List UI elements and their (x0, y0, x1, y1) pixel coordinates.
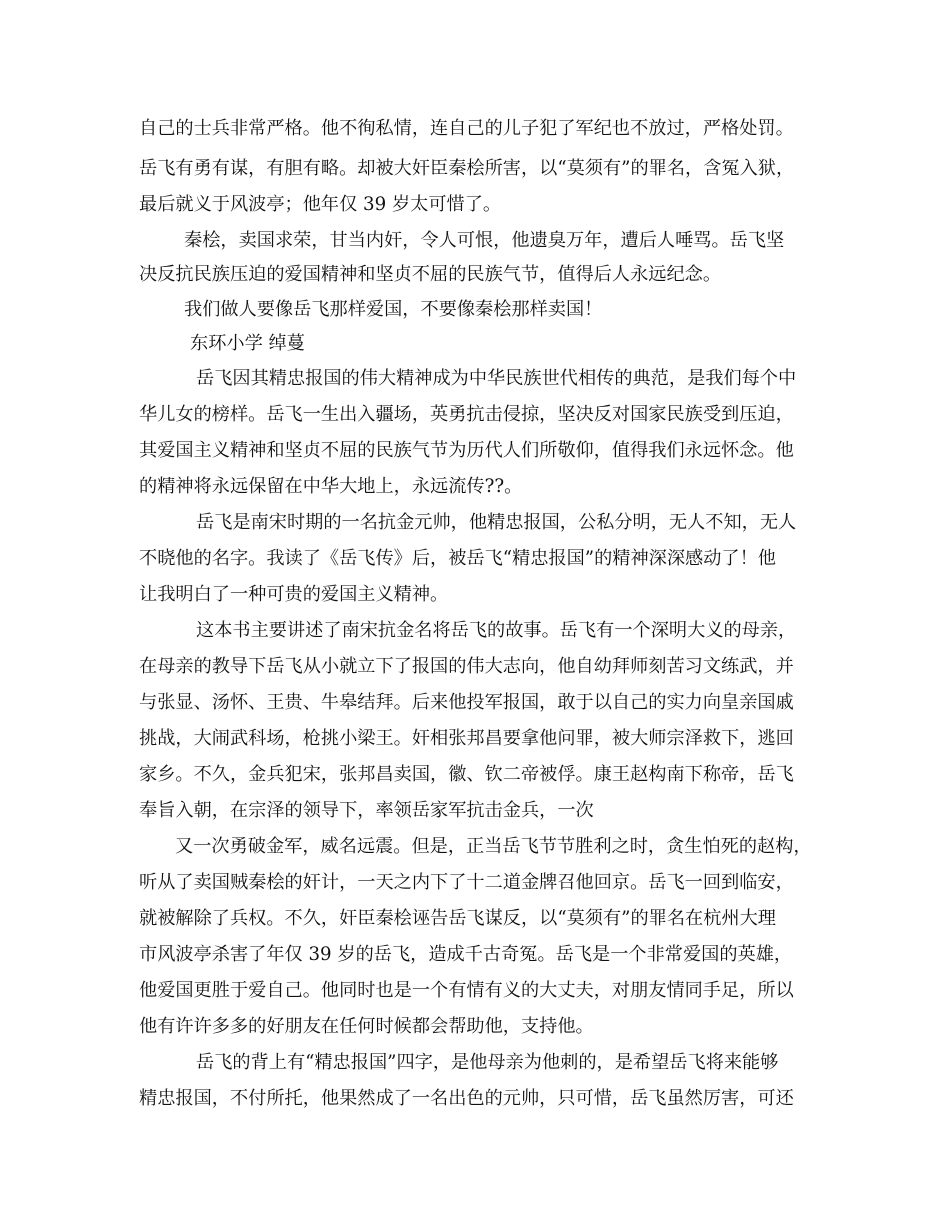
text-line: 他爱国更胜于爱自己。他同时也是一个有情有义的大丈夫，对朋友情同手足，所以 (139, 980, 794, 1001)
text-line: 最后就义于风波亭；他年仅 39 岁太可惜了。 (139, 194, 502, 215)
text-line: 奉旨入朝，在宗泽的领导下，率领岳家军抗击金兵，一次 (139, 800, 594, 821)
text-line: 不晓他的名字。我读了《岳飞传》后，被岳飞“精忠报国”的精神深深感动了！他 (139, 548, 776, 569)
text-line: 又一次勇破金军，威名远震。但是，正当岳飞节节胜利之时，贪生怕死的赵构， (175, 836, 812, 857)
text-line: 家乡。不久，金兵犯宋，张邦昌卖国，徽、钦二帝被俘。康王赵构南下称帝，岳飞 (139, 764, 794, 785)
text-line: 精忠报国，不付所托，他果然成了一名出色的元帅，只可惜，岳飞虽然厉害，可还 (139, 1088, 794, 1109)
text-line: 岳飞因其精忠报国的伟大精神成为中华民族世代相传的典范，是我们每个中 (196, 368, 797, 389)
text-line: 其爱国主义精神和坚贞不屈的民族气节为历代人们所敬仰，值得我们永远怀念。他 (139, 440, 794, 461)
author-line: 东环小学 绰蔓 (190, 333, 305, 354)
text-line: 的精神将永远保留在中华大地上，永远流传??。 (139, 476, 523, 497)
text-line: 岳飞是南宋时期的一名抗金元帅，他精忠报国，公私分明，无人不知，无人 (196, 512, 797, 533)
text-line: 岳飞有勇有谋，有胆有略。却被大奸臣秦桧所害，以“莫须有”的罪名，含冤入狱， (139, 158, 795, 179)
text-line: 让我明白了一种可贵的爱国主义精神。 (139, 584, 449, 605)
text-line: 自己的士兵非常严格。他不徇私情，连自己的儿子犯了军纪也不放过，严格处罚。 (139, 118, 794, 139)
text-line: 岳飞的背上有“精忠报国”四字，是他母亲为他刺的，是希望岳飞将来能够 (196, 1052, 779, 1073)
text-line: 市风波亭杀害了年仅 39 岁的岳飞，造成千古奇冤。岳飞是一个非常爱国的英雄， (139, 944, 793, 965)
text-line: 我们做人要像岳飞那样爱国，不要像秦桧那样卖国！ (184, 299, 603, 320)
text-line: 华儿女的榜样。岳飞一生出入疆场，英勇抗击侵掠，坚决反对国家民族受到压迫， (139, 404, 794, 425)
text-line: 与张显、汤怀、王贵、牛皋结拜。后来他投军报国，敢于以自己的实力向皇亲国戚 (139, 692, 794, 713)
text-line: 在母亲的教导下岳飞从小就立下了报国的伟大志向，他自幼拜师刻苦习文练武，并 (139, 656, 794, 677)
text-line: 决反抗民族压迫的爱国精神和坚贞不屈的民族气节，值得后人永远纪念。 (139, 264, 722, 285)
text-line: 秦桧，卖国求荣，甘当内奸，令人可恨，他遗臭万年，遭后人唾骂。岳飞坚 (184, 230, 785, 251)
text-line: 他有许许多多的好朋友在任何时候都会帮助他，支持他。 (139, 1016, 594, 1037)
text-line: 这本书主要讲述了南宋抗金名将岳飞的故事。岳飞有一个深明大义的母亲， (196, 620, 797, 641)
text-line: 听从了卖国贼秦桧的奸计，一天之内下了十二道金牌召他回京。岳飞一回到临安， (139, 872, 794, 893)
text-line: 挑战，大闹武科场，枪挑小梁王。奸相张邦昌要拿他问罪，被大师宗泽救下，逃回 (139, 728, 794, 749)
text-line: 就被解除了兵权。不久，奸臣秦桧诬告岳飞谋反，以“莫须有”的罪名在杭州大理 (139, 908, 776, 929)
